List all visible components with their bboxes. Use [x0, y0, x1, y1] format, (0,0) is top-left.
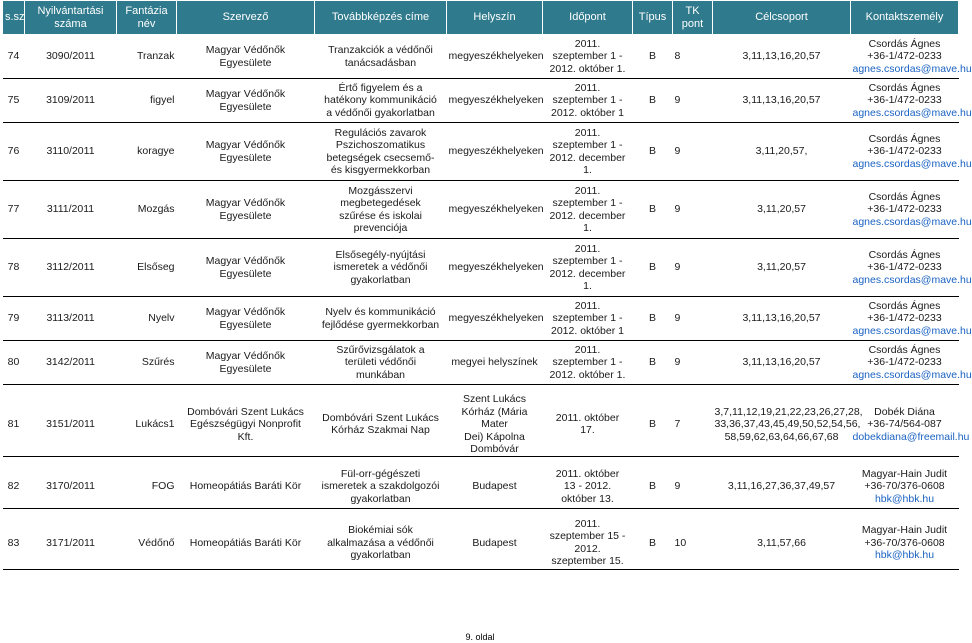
cell-szervezo-line: Egyesülete [219, 151, 272, 164]
cell-idopont [543, 79, 633, 123]
cell-cim-line: Kórház Szakmai Nap [331, 424, 430, 437]
cell-cim-line: ismeretek a védőnői [333, 261, 428, 274]
cell-fantazia-nev: Lukács1 [117, 393, 177, 456]
cell-idopont-line: 2011. október [555, 411, 620, 424]
cell-tk-pont: 9 [673, 181, 713, 239]
cell-szervezo [177, 181, 315, 239]
header-tk-pont: TK pont [673, 1, 713, 35]
contact-email-link[interactable]: agnes.csordas@mave.hu [852, 368, 972, 381]
header-idopont: Időpont [543, 1, 633, 35]
cell-kontakt-line: Csordás Ágnes [868, 132, 941, 145]
cell-idopont [543, 341, 633, 385]
cell-cim-line: Szűrővizsgálatok a [336, 343, 425, 356]
contact-email-link[interactable]: agnes.csordas@mave.hu [852, 157, 972, 170]
cell-idopont-line: 2011. [574, 184, 601, 197]
cell-cim-line: Regulációs zavarok [334, 126, 427, 139]
cell-celcsoport-line: 58,59,62,63,64,66,67,68 [724, 430, 839, 443]
training-table [2, 0, 972, 570]
cell-celcsoport-line: 3,11,16,27,36,37,49,57 [727, 480, 836, 492]
cell-ssz: 74 [3, 35, 25, 79]
cell-idopont-line: 2012. október 1 [551, 324, 624, 337]
cell-tk-pont: 9 [673, 123, 713, 181]
cell-nyilvantartasi-szam: 3112/2011 [25, 239, 117, 297]
cell-szervezo-line: Egyesülete [219, 267, 272, 280]
contact-email-link[interactable]: hbk@hbk.hu [874, 492, 935, 505]
cell-nyilvantartasi-szam: 3170/2011 [25, 465, 117, 509]
cell-celcsoport-line: 33,36,37,43,45,49,50,52,54,56, [714, 418, 861, 430]
contact-email-link[interactable]: agnes.csordas@mave.hu [852, 215, 972, 228]
cell-szervezo [177, 35, 315, 79]
cell-tk-pont: 9 [673, 297, 713, 341]
table-row [3, 123, 959, 181]
cell-kontakt-line: Csordás Ágnes [868, 190, 941, 203]
page-number: 9. oldal [465, 632, 495, 642]
cell-idopont-line: szeptember 1 - [552, 50, 623, 63]
cell-celcsoport [713, 465, 851, 509]
cell-helyszin [447, 239, 543, 297]
cell-idopont-line: szeptember 1 - [552, 312, 623, 325]
cell-szervezo-line: Magyar Védőnők [205, 88, 286, 100]
cell-celcsoport [713, 35, 851, 79]
cell-helyszin-line: Budapest [472, 536, 517, 549]
cell-kontakt [851, 123, 972, 181]
cell-cim-line: Értő figyelem és a [338, 81, 423, 94]
cell-idopont-line: szeptember 1 - [552, 356, 623, 369]
cell-helyszin [447, 517, 543, 569]
cell-tipus: B [633, 79, 673, 123]
cell-ssz: 76 [3, 123, 25, 181]
header-row [3, 1, 959, 35]
cell-idopont-line: 2012. október 1 [551, 106, 624, 119]
cell-celcsoport [713, 123, 851, 181]
cell-ssz: 80 [3, 341, 25, 385]
cell-szervezo [177, 123, 315, 181]
cell-cim-line: szűrése és iskolai [339, 209, 422, 222]
cell-cim-line: Nyelv és kommunikáció [325, 306, 436, 318]
cell-ssz: 79 [3, 297, 25, 341]
cell-idopont [543, 239, 633, 297]
cell-szervezo-line: Magyar Védőnők [205, 350, 286, 362]
cell-celcsoport [713, 393, 863, 456]
cell-celcsoport [713, 79, 851, 123]
cell-helyszin-line: megyeszékhelyeken [448, 94, 544, 107]
cell-helyszin-line: Budapest [472, 480, 517, 492]
header-szervezo: Szervező [177, 1, 315, 35]
cell-cim-line: Pszichoszomatikus [335, 139, 426, 151]
cell-idopont-line: 2012. október 1. [549, 62, 626, 75]
cell-celcsoport-line: 3,11,20,57 [757, 261, 806, 274]
row-spacer [3, 456, 959, 465]
cell-idopont-line: 2012. október 1. [549, 368, 626, 381]
contact-email-link[interactable]: hbk@hbk.hu [874, 549, 935, 561]
cell-szervezo [177, 79, 315, 123]
cell-kontakt-line: +36-70/376-0608 [864, 480, 945, 492]
cell-nyilvantartasi-szam: 3111/2011 [25, 181, 117, 239]
table-row [3, 181, 959, 239]
cell-ssz: 77 [3, 181, 25, 239]
cell-helyszin [447, 35, 543, 79]
cell-szervezo-line: Egyesülete [219, 100, 272, 113]
cell-tk-pont: 10 [673, 517, 713, 569]
cell-helyszin-line: megyeszékhelyeken [448, 261, 544, 274]
cell-celcsoport [713, 341, 851, 385]
cell-helyszin-line: megyeszékhelyeken [448, 203, 544, 216]
cell-idopont [543, 517, 633, 569]
cell-szervezo-line: Homeopátiás Baráti Kör [189, 536, 302, 549]
cell-szervezo-line: Magyar Védőnők [205, 255, 286, 267]
cell-helyszin-line: megyeszékhelyeken [448, 145, 544, 158]
cell-kontakt-line: Magyar-Hain Judit [861, 467, 948, 480]
cell-celcsoport-line: 3,11,20,57, [755, 145, 808, 158]
row-spacer-cell [3, 456, 959, 465]
cell-idopont-line: 2011. [574, 126, 601, 139]
cell-helyszin [447, 341, 543, 385]
table-row [3, 465, 959, 509]
cell-kontakt [851, 465, 959, 509]
cell-tipus: B [633, 297, 673, 341]
cell-cim-line: Tranzakciók a védőnői [328, 44, 433, 56]
cell-kontakt-line: +36-1/472-0233 [867, 145, 942, 158]
cell-cim-line: fejlődése gyermekkorban [321, 318, 440, 331]
cell-cim [315, 465, 447, 509]
contact-email-link[interactable]: agnes.csordas@mave.hu [852, 62, 972, 75]
cell-szervezo-line: Egyesülete [219, 56, 272, 69]
cell-kontakt-line: Magyar-Hain Judit [861, 524, 948, 536]
contact-email-link[interactable]: agnes.csordas@mave.hu [852, 106, 972, 119]
cell-szervezo [177, 393, 315, 456]
table-row [3, 239, 959, 297]
cell-szervezo-line: Magyar Védőnők [205, 44, 286, 56]
cell-fantazia-nev: koragye [117, 123, 177, 181]
cell-idopont-line: szeptember 1 - [552, 255, 623, 267]
row-spacer [3, 385, 959, 394]
cell-idopont-line: október 13. [561, 492, 614, 505]
cell-helyszin-line: Dombóvár [470, 443, 519, 455]
cell-kontakt-line: +36-1/472-0233 [867, 312, 942, 325]
cell-cim-line: hatékony kommunikáció [324, 94, 437, 107]
cell-idopont-line: 2012. december [549, 209, 626, 222]
cell-cim [315, 517, 447, 569]
cell-fantazia-nev: Védőnő [117, 517, 177, 569]
cell-cim [315, 393, 447, 456]
cell-idopont-line: 2011. [574, 242, 601, 255]
cell-fantazia-nev: Szűrés [117, 341, 177, 385]
header-helyszin: Helyszín [447, 1, 543, 35]
cell-tipus: B [633, 341, 673, 385]
cell-idopont-line: 2012. december [549, 151, 626, 164]
cell-ssz: 78 [3, 239, 25, 297]
cell-szervezo-line: Dombóvári Szent Lukács [187, 405, 304, 418]
cell-fantazia-nev: Elsőseg [117, 239, 177, 297]
cell-fantazia-nev: FOG [117, 465, 177, 509]
cell-idopont-line: szeptember 15 - [549, 530, 626, 543]
cell-cim-line: Dombóvári Szent Lukács [322, 411, 439, 424]
cell-celcsoport [713, 517, 851, 569]
cell-nyilvantartasi-szam: 3090/2011 [25, 35, 117, 79]
cell-idopont [543, 123, 633, 181]
cell-celcsoport-line: 3,11,13,16,20,57 [742, 94, 821, 107]
cell-kontakt [851, 341, 972, 385]
cell-idopont-line: szeptember 1 - [552, 197, 623, 209]
cell-helyszin [447, 465, 543, 509]
cell-idopont-line: szeptember 1 - [552, 94, 623, 107]
cell-cim-line: és kisgyermekkorban [330, 164, 431, 176]
cell-szervezo-line: Homeopátiás Baráti Kör [189, 480, 302, 492]
cell-tk-pont: 8 [673, 35, 713, 79]
cell-kontakt-line: Csordás Ágnes [868, 299, 941, 312]
cell-cim-line: alkalmazása a védőnői [327, 536, 434, 549]
cell-szervezo-line: Egyesülete [219, 362, 272, 375]
cell-kontakt-line: Csordás Ágnes [868, 37, 941, 50]
cell-kontakt [851, 393, 970, 456]
cell-cim-line: prevenciója [353, 222, 408, 234]
cell-kontakt [851, 517, 959, 569]
cell-cim-line: gyakorlatban [350, 492, 411, 505]
cell-cim-line: tanácsadásban [344, 56, 417, 69]
cell-helyszin [447, 297, 543, 341]
cell-ssz: 83 [3, 517, 25, 569]
cell-kontakt [851, 35, 972, 79]
header-ssz: s.sz [3, 1, 25, 35]
cell-idopont-line: 1. [583, 222, 592, 234]
cell-idopont-line: 2011. [574, 299, 601, 312]
cell-celcsoport-line: 3,11,20,57 [757, 203, 806, 216]
cell-szervezo [177, 341, 315, 385]
cell-cim [315, 181, 447, 239]
cell-fantazia-nev: Nyelv [117, 297, 177, 341]
table-row [3, 79, 959, 123]
table-row [3, 393, 959, 456]
cell-idopont-line: 17. [580, 424, 595, 437]
table-row [3, 341, 959, 385]
cell-ssz: 75 [3, 79, 25, 123]
cell-cim [315, 239, 447, 297]
cell-celcsoport-line: 3,7,11,12,19,21,22,23,26,27,28, [714, 405, 863, 418]
cell-szervezo-line: Egyesülete [219, 209, 272, 222]
cell-idopont [543, 35, 633, 79]
cell-tipus: B [633, 517, 673, 569]
row-spacer [3, 509, 959, 518]
table-row [3, 517, 959, 569]
cell-tipus: B [633, 393, 673, 456]
cell-celcsoport [713, 239, 851, 297]
cell-cim-line: megbetegedések [340, 197, 421, 209]
cell-tk-pont: 9 [673, 341, 713, 385]
cell-szervezo [177, 239, 315, 297]
cell-kontakt-line: +36-70/376-0608 [864, 536, 945, 549]
cell-tk-pont: 9 [673, 465, 713, 509]
cell-kontakt-line: +36-1/472-0233 [867, 356, 942, 369]
cell-nyilvantartasi-szam: 3142/2011 [25, 341, 117, 385]
cell-cim-line: ismeretek a szakdolgozói [321, 480, 440, 492]
cell-idopont-line: 1. [583, 164, 592, 176]
cell-kontakt-line: +36-1/472-0233 [867, 261, 942, 274]
cell-kontakt [851, 181, 972, 239]
cell-idopont-line: 2011. október [555, 467, 620, 480]
cell-tipus: B [633, 465, 673, 509]
table-row [3, 35, 959, 79]
cell-idopont-line: 2011. [574, 37, 601, 50]
cell-helyszin-line: megyei helyszínek [451, 356, 538, 369]
cell-kontakt-line: Csordás Ágnes [868, 343, 941, 356]
cell-idopont [543, 393, 633, 456]
cell-nyilvantartasi-szam: 3151/2011 [25, 393, 117, 456]
cell-kontakt-line: Csordás Ágnes [868, 81, 941, 94]
cell-helyszin-line: Szent Lukács [462, 393, 527, 405]
cell-szervezo [177, 297, 315, 341]
cell-cim [315, 79, 447, 123]
cell-tk-pont: 9 [673, 79, 713, 123]
header-fantazia-nev: Fantázia név [117, 1, 177, 35]
cell-fantazia-nev: figyel [117, 79, 177, 123]
cell-cim-line: munkában [355, 368, 406, 381]
cell-idopont-line: 2012. december [549, 267, 626, 280]
cell-cim [315, 297, 447, 341]
header-celcsoport: Célcsoport [713, 1, 851, 35]
header-kontaktszemely: Kontaktszemély [851, 1, 959, 35]
header-tipus: Típus [633, 1, 673, 35]
cell-celcsoport [713, 297, 851, 341]
cell-idopont-line: 2011. [574, 517, 601, 530]
cell-cim [315, 341, 447, 385]
cell-helyszin-line: Dei) Kápolna [464, 430, 525, 443]
cell-kontakt [851, 239, 972, 297]
contact-email-link[interactable]: dobekdiana@freemail.hu [852, 430, 970, 443]
cell-tipus: B [633, 35, 673, 79]
cell-szervezo-line: Kft. [237, 430, 254, 443]
header-nyilvantartasi-szama: Nyilvántartási száma [25, 1, 117, 35]
cell-cim-line: a védőnői gyakorlatban [326, 106, 435, 119]
cell-tipus: B [633, 239, 673, 297]
cell-celcsoport-line: 3,11,13,16,20,57 [742, 356, 821, 369]
cell-helyszin [447, 123, 543, 181]
cell-fantazia-nev: Mozgás [117, 181, 177, 239]
cell-cim-line: Biokémiai sók [348, 524, 413, 536]
cell-szervezo-line: Egészségügyi Nonprofit [190, 418, 301, 430]
cell-helyszin [447, 181, 543, 239]
cell-ssz: 82 [3, 465, 25, 509]
cell-kontakt-line: +36-74/564-087 [867, 418, 942, 430]
cell-cim-line: gyakorlatban [350, 273, 411, 286]
cell-szervezo-line: Magyar Védőnők [205, 306, 286, 318]
contact-email-link[interactable]: agnes.csordas@mave.hu [852, 324, 972, 337]
cell-cim-line: Fül-orr-gégészeti [340, 467, 421, 480]
cell-nyilvantartasi-szam: 3113/2011 [25, 297, 117, 341]
cell-celcsoport [713, 181, 851, 239]
contact-email-link[interactable]: agnes.csordas@mave.hu [852, 273, 972, 286]
cell-cim-line: területi védőnői [344, 356, 417, 369]
cell-tipus: B [633, 123, 673, 181]
cell-cim-line: Elsősegély-nyújtási [335, 248, 426, 261]
cell-tk-pont: 7 [673, 393, 713, 456]
cell-idopont-line: 2011. [574, 343, 601, 356]
cell-celcsoport-line: 3,11,13,16,20,57 [742, 50, 821, 63]
cell-szervezo-line: Egyesülete [219, 318, 272, 331]
cell-kontakt-line: Dobék Diána [874, 405, 935, 418]
cell-szervezo-line: Magyar Védőnők [205, 139, 286, 151]
cell-kontakt [851, 297, 972, 341]
table-body [3, 35, 972, 570]
cell-tk-pont: 9 [673, 239, 713, 297]
cell-helyszin-line: Kórház (Mária Mater [461, 405, 528, 430]
cell-szervezo-line: Magyar Védőnők [205, 197, 286, 209]
row-spacer-cell [3, 385, 959, 394]
cell-idopont-line: 1. [583, 280, 592, 292]
cell-nyilvantartasi-szam: 3171/2011 [25, 517, 117, 569]
cell-idopont [543, 297, 633, 341]
cell-kontakt-line: +36-1/472-0233 [867, 203, 942, 216]
cell-celcsoport-line: 3,11,57,66 [757, 536, 806, 549]
cell-cim-line: gyakorlatban [350, 549, 411, 561]
cell-idopont-line: 2011. [574, 81, 601, 94]
cell-nyilvantartasi-szam: 3110/2011 [25, 123, 117, 181]
cell-kontakt-line: +36-1/472-0233 [867, 94, 942, 107]
cell-fantazia-nev: Tranzak [117, 35, 177, 79]
cell-helyszin-line: megyeszékhelyeken [448, 312, 544, 325]
cell-cim [315, 35, 447, 79]
cell-idopont-line: 2012. [574, 542, 601, 555]
cell-idopont-line: 13 - 2012. [563, 480, 612, 492]
cell-tipus: B [633, 181, 673, 239]
cell-kontakt-line: Csordás Ágnes [868, 248, 941, 261]
cell-nyilvantartasi-szam: 3109/2011 [25, 79, 117, 123]
cell-idopont [543, 465, 633, 509]
cell-cim [315, 123, 447, 181]
cell-kontakt [851, 79, 972, 123]
cell-helyszin-line: megyeszékhelyeken [448, 50, 544, 63]
cell-szervezo [177, 517, 315, 569]
cell-idopont-line: szeptember 15. [551, 555, 624, 568]
cell-szervezo [177, 465, 315, 509]
cell-helyszin [447, 393, 543, 456]
row-spacer-cell [3, 509, 959, 518]
table-row [3, 297, 959, 341]
cell-idopont [543, 181, 633, 239]
cell-idopont-line: szeptember 1 - [552, 139, 623, 151]
cell-cim-line: betegségek csecsemő- [326, 151, 435, 164]
cell-cim-line: Mozgásszervi [348, 184, 413, 197]
cell-celcsoport-line: 3,11,13,16,20,57 [742, 312, 821, 325]
cell-kontakt-line: +36-1/472-0233 [867, 50, 942, 63]
cell-ssz: 81 [3, 393, 25, 456]
cell-helyszin [447, 79, 543, 123]
header-tovabbkepzes-cime: Továbbképzés címe [315, 1, 447, 35]
